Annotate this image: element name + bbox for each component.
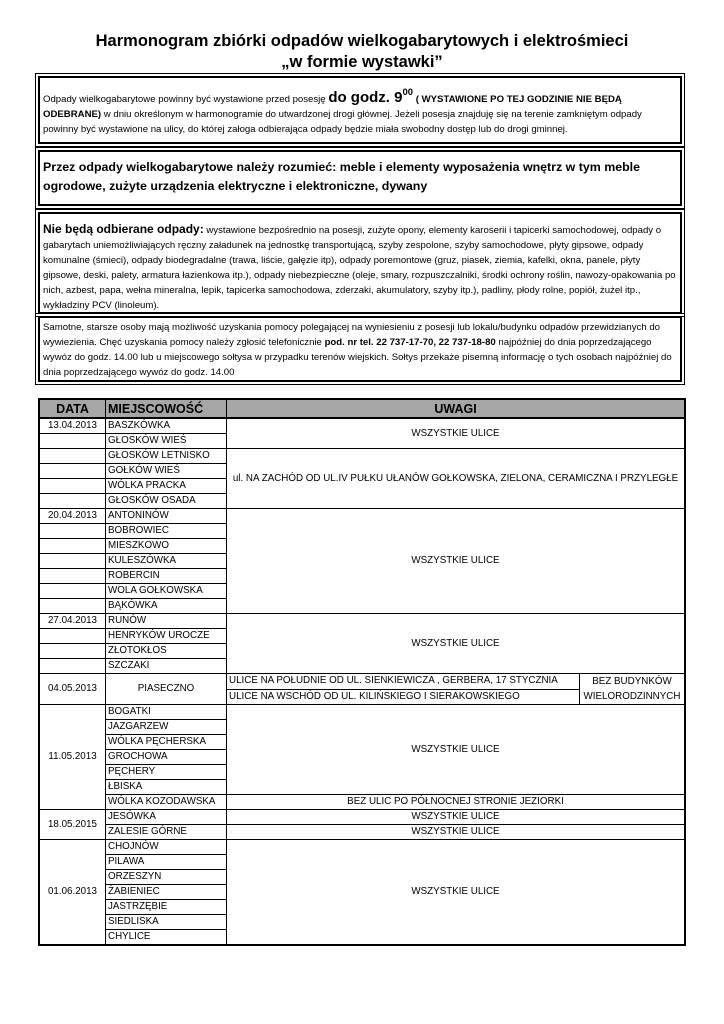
notes-cell: WSZYSTKIE ULICE xyxy=(227,840,686,946)
date-cell: 18.05.2015 xyxy=(39,810,106,840)
place-cell: KULESZÓWKA xyxy=(106,554,227,569)
header-place: MIEJSCOWOŚĆ xyxy=(106,399,227,418)
place-cell: SIEDLISKA xyxy=(106,915,227,930)
table-row xyxy=(39,840,685,855)
place-cell: JESÓWKA xyxy=(106,810,227,825)
table-row xyxy=(39,795,685,810)
date-cell: 04.05.2013 xyxy=(39,674,106,705)
place-cell: GOŁKÓW WIEŚ xyxy=(106,464,227,479)
place-cell: BOGATKI xyxy=(106,705,227,720)
place-cell: CHOJNÓW xyxy=(106,840,227,855)
place-cell: ŁBISKA xyxy=(106,780,227,795)
table-row xyxy=(39,418,685,434)
date-cell: 27.04.2013 xyxy=(39,614,106,629)
place-cell: CHYLICE xyxy=(106,930,227,946)
page-title: Harmonogram zbiórki odpadów wielkogabarytowych i elektrośmieci xyxy=(95,32,629,50)
notes-cell: WSZYSTKIE ULICE xyxy=(227,614,686,674)
place-cell: ŻABIENIEC xyxy=(106,885,227,900)
date-cell: 11.05.2013 xyxy=(39,705,106,810)
place-cell: WÓLKA KOZODAWSKA xyxy=(106,795,227,810)
place-cell: PIASECZNO xyxy=(106,674,227,705)
place-cell: ROBERCIN xyxy=(106,569,227,584)
place-cell: WÓLKA PĘCHERSKA xyxy=(106,735,227,750)
date-cell: 01.06.2013 xyxy=(39,840,106,946)
date-cell: 20.04.2013 xyxy=(39,509,106,524)
place-cell: WÓLKA PRACKA xyxy=(106,479,227,494)
table-row xyxy=(39,705,685,720)
excluded-text: wystawione bezpośrednio na posesji, zużyte opony, elementy karoserii i tapicerki samochodowej, odpady o gabarytach uniemożliwiających ręczny załadunek na jednostkę transportującą, szyby zespolone, szyby samochodowe, płyty gipsowe, odpady komunalne (śmieci), odpady biodegradalne (trawa, liście, gałęzie itp), odpady poremontowe (gruz, piasek, ziemia, kafelki, okna, panele, płyty gipsowe, deski, palety, armatura łazienkowa itp.), odpady niebezpieczne (oleje, smary, rozpuszczalniki, środki ochrony roślin, nawozy-opakowania po nich, azbest, papa, wełna mineralna, lepik, tapicerka samochodowa, zderzaki, akumulatory, szyby itp.), padliny, płody rolne, popiół, żużel itp., wykładziny PCV (linoleum). xyxy=(43,225,676,311)
place-cell: ORZESZYN xyxy=(106,870,227,885)
place-cell: PILAWA xyxy=(106,855,227,870)
place-cell: BOBROWIEC xyxy=(106,524,227,539)
notes-extra-cell: BEZ BUDYNKÓW WIELORODZINNYCH xyxy=(580,674,686,705)
elderly-text1: Samotne, starsze osoby mają możliwość uzyskania pomocy polegającej na wyniesieniu z posesji lub lokalu/budynku odpadów przewidzianych do wywiezienia. Chęć uzyskania pomocy należy zgłosić telefonicznie xyxy=(43,322,660,348)
notes-cell: ul. NA ZACHÓD OD UL.IV PUŁKU UŁANÓW GOŁKOWSKA, ZIELONA, CERAMICZNA I PRZYLEGŁE xyxy=(227,449,686,509)
place-cell: JASTRZĘBIE xyxy=(106,900,227,915)
place-cell: GŁOSKÓW LETNISKO xyxy=(106,449,227,464)
notes-cell: WSZYSTKIE ULICE xyxy=(227,418,686,449)
notes-cell: ULICE NA WSCHÓD OD UL. KILIŃSKIEGO I SIERAKOWSKIEGO xyxy=(227,689,580,705)
place-cell: WOLA GOŁKOWSKA xyxy=(106,584,227,599)
excluded-label: Nie będą odbierane odpady: xyxy=(43,222,204,236)
place-cell: BASZKÓWKA xyxy=(106,418,227,434)
notice-rest: w dniu określonym w harmonogramie do utwardzonej drogi głównej. Jeżeli posesja znajduję się na terenie zamkniętym odpady powinny być wystawione na ulicy, do której załoga odbierająca odpady będzie miała swobodny dostęp lub do drogi gminnej. xyxy=(43,109,642,135)
place-cell: MIESZKOWO xyxy=(106,539,227,554)
notice-intro: Odpady wielkogabarytowe powinny być wystawione przed posesję xyxy=(43,94,326,105)
table-row xyxy=(39,810,685,825)
notice-warning: ( WYSTAWIONE PO TEJ GODZINIE NIE BĘDĄ ODEBRANE) xyxy=(43,94,622,120)
definition-text: Przez odpady wielkogabarytowe należy rozumieć: meble i elementy wyposażenia wnętrz w tym meble ogrodowe, zużyte urządzenia elektryczne i elektroniczne, dywany xyxy=(43,160,641,193)
place-cell: GŁOSKÓW OSADA xyxy=(106,494,227,509)
place-cell: HENRYKÓW UROCZE xyxy=(106,629,227,644)
table-row xyxy=(39,509,685,524)
header-date: DATA xyxy=(39,399,106,418)
place-cell: GŁOSKÓW WIEŚ xyxy=(106,434,227,449)
notes-cell: BEZ ULIC PO PÓŁNOCNEJ STRONIE JEZIORKI xyxy=(227,795,686,810)
notes-cell: WSZYSTKIE ULICE xyxy=(227,705,686,795)
notice-deadline: do godz. 9 xyxy=(328,89,403,106)
place-cell: ZALESIE GÓRNE xyxy=(106,825,227,840)
definition-box xyxy=(38,150,682,206)
place-cell: SZCZAKI xyxy=(106,659,227,674)
notes-cell: ULICE NA POŁUDNIE OD UL. SIENKIEWICZA , GERBERA, 17 STYCZNIA xyxy=(227,674,580,690)
place-cell: BĄKÓWKA xyxy=(106,599,227,614)
table-row xyxy=(39,449,685,464)
table-row xyxy=(39,614,685,629)
notes-cell: WSZYSTKIE ULICE xyxy=(227,509,686,614)
table-header xyxy=(39,399,685,418)
elderly-box xyxy=(38,316,682,382)
elderly-text2: najpóźniej do dnia poprzedzającego wywóz do godz. 14.00 lub u miejscowego sołtysa w przypadku terenów wiejskich. Sołtys przekaże pisemną informację o tych osobach najpóźniej do dnia poprzedzającego wywóz do godz. 14.00 xyxy=(43,337,672,378)
notes-cell: WSZYSTKIE ULICE xyxy=(227,810,686,825)
date-cell: 13.04.2013 xyxy=(39,418,106,434)
schedule-table xyxy=(38,398,686,946)
place-cell: RUNÓW xyxy=(106,614,227,629)
table-row xyxy=(39,825,685,840)
place-cell: ANTONINÓW xyxy=(106,509,227,524)
elderly-phones: pod. nr tel. 22 737-17-70, 22 737-18-80 xyxy=(324,337,496,348)
table-row xyxy=(39,674,685,690)
header-notes: UWAGI xyxy=(227,399,686,418)
place-cell: JAZGARZEW xyxy=(106,720,227,735)
notes-cell: WSZYSTKIE ULICE xyxy=(227,825,686,840)
place-cell: PĘCHERY xyxy=(106,765,227,780)
notice-box xyxy=(38,76,682,144)
notice-deadline-sup: 00 xyxy=(402,87,414,98)
place-cell: ZŁOTOKŁOS xyxy=(106,644,227,659)
excluded-box xyxy=(38,212,682,314)
place-cell: GROCHOWA xyxy=(106,750,227,765)
page-subtitle: „w formie wystawki” xyxy=(281,53,443,71)
